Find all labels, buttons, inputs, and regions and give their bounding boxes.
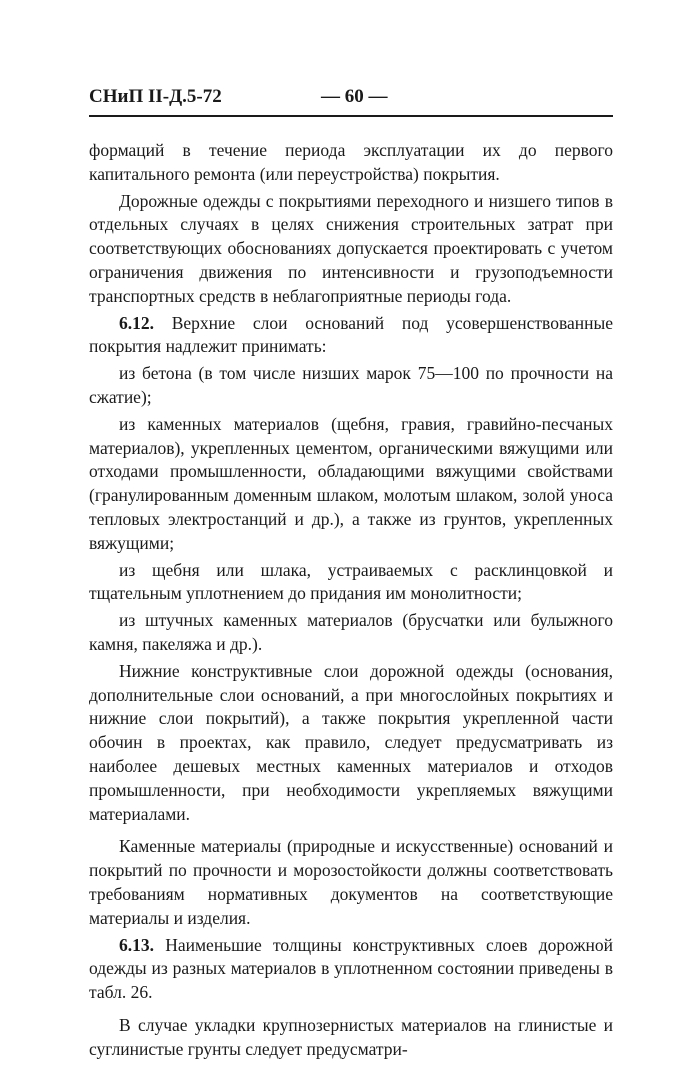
clause-number: 6.13.: [119, 934, 154, 955]
clause-number: 6.12.: [119, 312, 154, 333]
page-number: — 60 —: [321, 86, 388, 107]
paragraph: В случае укладки крупнозернистых материалов на глинистые и суглинистые грунты следует предусматри-: [89, 1014, 613, 1059]
clause-6-12: 6.12. Верхние слои оснований под усовершенствованные покрытия надлежит принимать:: [89, 312, 614, 357]
paragraph-continuation: формаций в течение периода эксплуатации их до первого капитального ремонта (или переустройства) покрытия.: [89, 140, 613, 184]
document-code: СНиП II-Д.5-72: [89, 86, 222, 107]
header-rule: [89, 115, 613, 117]
list-item: из каменных материалов (щебня, гравия, гравийно-песчаных материалов), укрепленных цементом, органическими вяжущими или отходами промышленности, обладающими вяжущими свойствами (гранулированным доменным шлаком, молотым шлаком, золой уноса тепловых электростанций и др.), а также из грунтов, укрепленных вяжущими;: [89, 413, 613, 553]
list-item: из бетона (в том числе низших марок 75—100 по прочности на сжатие);: [89, 363, 613, 407]
paragraph: Нижние конструктивные слои дорожной одежды (основания, дополнительные слои оснований, а при многослойных покрытиях и нижние слои покрытий), а также покрытия укрепленной части обочин в проектах, как правило, следует предусматривать из наиболее дешевых местных каменных материалов и отходов промышленности, при необходимости укрепляемых вяжущими материалами.: [89, 660, 613, 824]
page-header: [89, 86, 613, 110]
list-item: из штучных каменных материалов (брусчатки или булыжного камня, пакеляжа и др.).: [89, 610, 613, 654]
paragraph: Каменные материалы (природные и искусственные) оснований и покрытий по прочности и морозостойкости должны соответствовать требованиям нормативных документов на соответствующие материалы и изделия.: [89, 836, 613, 928]
list-item: из щебня или шлака, устраиваемых с расклинцовкой и тщательным уплотнением до придания им монолитности;: [89, 559, 613, 604]
paragraph: Дорожные одежды с покрытиями переходного и низшего типов в отдельных случаях в целях снижения строительных затрат при соответствующих обоснованиях допускается проектировать с учетом ограничения движения по интенсивности и грузоподъемности транспортных средств в неблагоприятные периоды года.: [89, 190, 613, 306]
body-text: [89, 139, 613, 1064]
clause-6-13: 6.13. Наименьшие толщины конструктивных слоев дорожной одежды из разных материалов в уплотненном состоянии приведены в табл. 26.: [89, 934, 614, 1003]
